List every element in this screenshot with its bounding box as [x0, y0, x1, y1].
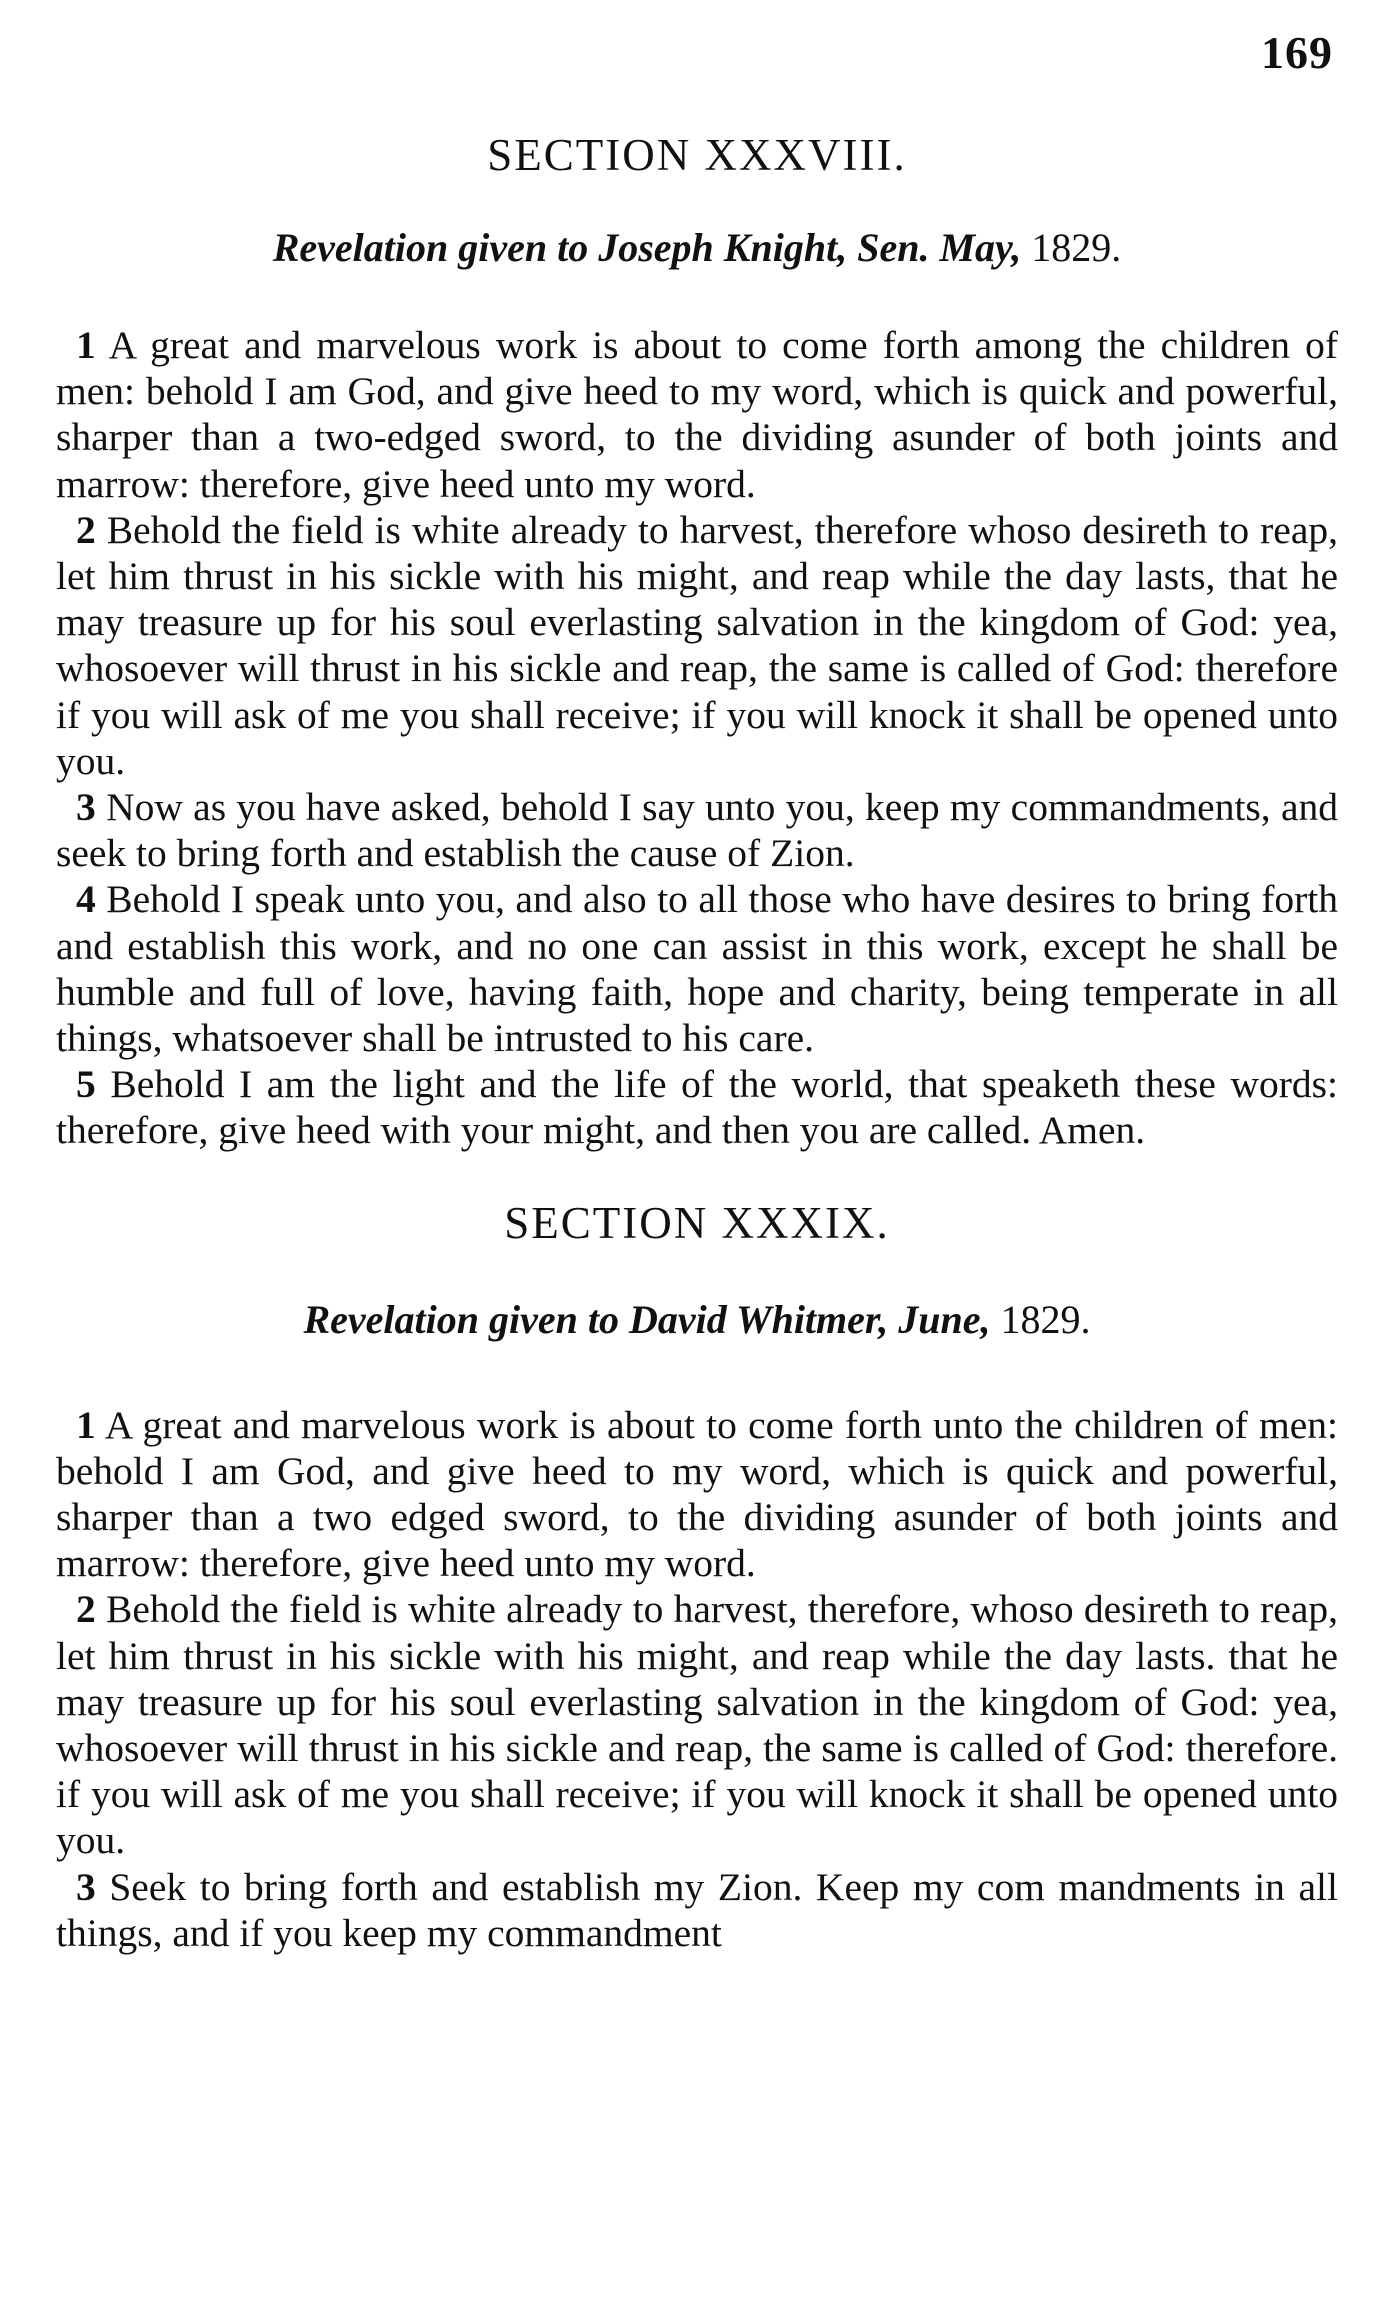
verse-text: Behold the field is white already to harvest, therefore whoso desireth to reap, let him thrust in his sickle with his might, and reap while the day lasts, that he may treasure up for his soul everlasting salvation in the kingdom of God: yea, whosoever will thrust in his sickle and reap, the same is called of God: therefore if you will ask of me you shall receive; if you will knock it shall be opened unto you.	[56, 507, 1339, 783]
verse	[56, 322, 1338, 507]
verse-number: 1	[76, 1402, 96, 1447]
verse-text: A great and marvelous work is about to come forth among the children of men: behold I am God, and give heed to my word, which is quick and powerful, sharper than a two-edged sword, to the dividing asunder of both joints and marrow: therefore, give heed unto my word.	[56, 323, 1338, 506]
verse-text: Now as you have asked, behold I say unto you, keep my commandments, and seek to bring forth and establish the cause of Zion.	[56, 785, 1339, 876]
verse-number: 2	[76, 1587, 96, 1632]
section-subtitle-text: Revelation given to Joseph Knight, Sen. May,	[272, 225, 1022, 270]
verse-list	[56, 1402, 1338, 1956]
verse-text: Behold I am the light and the life of the world, that speaketh these words: therefore, give heed with your might, and then you are called. Amen.	[56, 1062, 1338, 1153]
verse-list	[56, 322, 1338, 1154]
verse-text: Behold I speak unto you, and also to all those who have desires to bring forth and establish this work, and no one can assist in this work, except he shall be humble and full of love, having faith, hope and charity, being temperate in all things, whatsoever shall be intrusted to his care.	[56, 877, 1339, 1061]
verse	[56, 1864, 1338, 1956]
verse	[56, 876, 1338, 1061]
verse-number: 3	[76, 1864, 96, 1909]
verse	[56, 1061, 1338, 1153]
verse-text: Seek to bring forth and establish my Zion. Keep my com mandments in all things, and if you keep my commandment	[56, 1864, 1339, 1955]
verse-number: 5	[76, 1062, 96, 1107]
verse-number: 2	[76, 507, 96, 552]
verse-text: A great and marvelous work is about to come forth unto the children of men: behold I am God, and give heed to my word, which is quick and powerful, sharper than a two edged sword, to the dividing asunder of both joints and marrow: therefore, give heed unto my word.	[56, 1402, 1338, 1586]
section-subtitle-date: 1829.	[1000, 1296, 1091, 1342]
verse	[56, 1402, 1338, 1587]
section-subtitle-date: 1829.	[1031, 225, 1122, 270]
verse	[56, 1586, 1338, 1863]
section-subtitle	[56, 1296, 1338, 1344]
section-title: SECTION XXXIX.	[504, 1197, 890, 1248]
page-content	[56, 128, 1338, 1956]
verse-text: Behold the field is white already to harvest, therefore, whoso desireth to reap, let him thrust in his sickle with his might, and reap while the day lasts. that he may treasure up for his soul everlasting salvation in the kingdom of God: yea, whosoever will thrust in his sickle and reap, the same is called of God: therefore. if you will ask of me you shall receive; if you will knock it shall be opened unto you.	[56, 1587, 1338, 1863]
section-subtitle-text: Revelation given to David Whitmer, June,	[303, 1296, 991, 1342]
section-subtitle	[56, 224, 1338, 272]
verse-number: 4	[76, 877, 96, 922]
verse-number: 1	[76, 323, 96, 367]
page-number: 169	[1261, 27, 1333, 78]
section-title: SECTION XXXVIII.	[487, 130, 907, 180]
verse-number: 3	[76, 785, 96, 830]
verse	[56, 784, 1338, 876]
verse	[56, 507, 1338, 784]
